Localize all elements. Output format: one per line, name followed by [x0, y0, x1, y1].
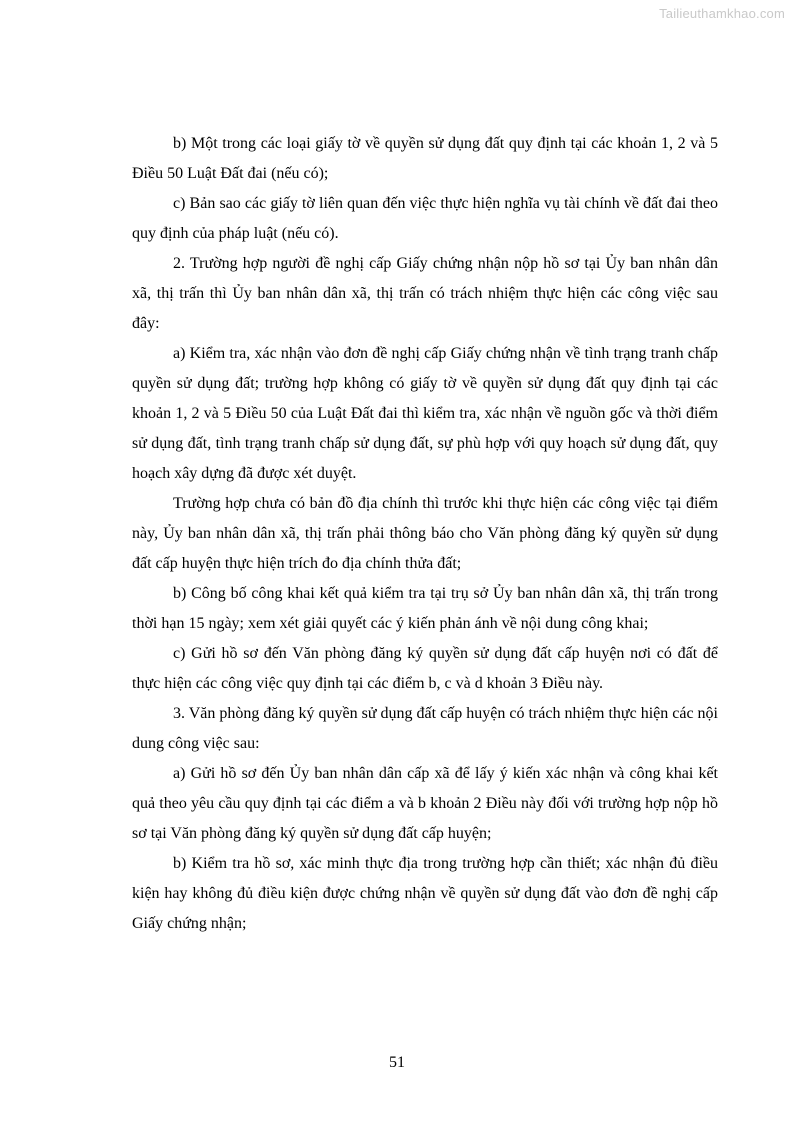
paragraph-3a-send-to-commune: a) Gửi hồ sơ đến Ủy ban nhân dân cấp xã để lấy ý kiến xác nhận và công khai kết quả theo yêu cầu quy định tại các điểm a và b khoản 2 Điều này đối với trường hợp nộp hồ sơ tại Văn phòng đăng ký quyền sử dụng đất cấp huyện; — [132, 765, 718, 842]
paragraph-2a-verification: a) Kiểm tra, xác nhận vào đơn đề nghị cấp Giấy chứng nhận về tình trạng tranh chấp quyền sử dụng đất; trường hợp không có giấy tờ về quyền sử dụng đất quy định tại các khoản 1, 2 và 5 Điều 50 của Luật Đất đai thì kiểm tra, xác nhận về nguồn gốc và thời điểm sử dụng đất, tình trạng tranh chấp sử dụng đất, sự phù hợp với quy hoạch sử dụng đất, quy hoạch xây dựng đã được xét duyệt. — [132, 345, 718, 482]
paragraph-2a-cadastral-map: Trường hợp chưa có bản đồ địa chính thì trước khi thực hiện các công việc tại điểm này, Ủy ban nhân dân xã, thị trấn phải thông báo cho Văn phòng đăng ký quyền sử dụng đất cấp huyện thực hiện trích đo địa chính thửa đất; — [132, 495, 718, 572]
paragraph-1c-financial-copies: c) Bản sao các giấy tờ liên quan đến việc thực hiện nghĩa vụ tài chính về đất đai theo quy định của pháp luật (nếu có). — [132, 195, 718, 242]
paragraph-2c-send-dossier: c) Gửi hồ sơ đến Văn phòng đăng ký quyền sử dụng đất cấp huyện nơi có đất để thực hiện các công việc quy định tại các điểm b, c và d khoản 3 Điều này. — [132, 645, 718, 692]
paragraph-2-commune-duties: 2. Trường hợp người đề nghị cấp Giấy chứng nhận nộp hồ sơ tại Ủy ban nhân dân xã, thị trấn thì Ủy ban nhân dân xã, thị trấn có trách nhiệm thực hiện các công việc sau đây: — [132, 255, 718, 332]
document-body — [132, 129, 718, 939]
paragraph-2b-public-announcement: b) Công bố công khai kết quả kiểm tra tại trụ sở Ủy ban nhân dân xã, thị trấn trong thời hạn 15 ngày; xem xét giải quyết các ý kiến phản ánh về nội dung công khai; — [132, 585, 718, 632]
page-number: 51 — [389, 1054, 405, 1071]
paragraph-3-registration-office: 3. Văn phòng đăng ký quyền sử dụng đất cấp huyện có trách nhiệm thực hiện các nội dung công việc sau: — [132, 705, 718, 752]
paragraph-3b-inspection: b) Kiểm tra hồ sơ, xác minh thực địa trong trường hợp cần thiết; xác nhận đủ điều kiện hay không đủ điều kiện được chứng nhận về quyền sử dụng đất vào đơn đề nghị cấp Giấy chứng nhận; — [132, 855, 718, 932]
paragraph-1b-land-documents: b) Một trong các loại giấy tờ về quyền sử dụng đất quy định tại các khoản 1, 2 và 5 Điều 50 Luật Đất đai (nếu có); — [132, 135, 718, 182]
watermark: Tailieuthamkhao.com — [659, 6, 785, 21]
